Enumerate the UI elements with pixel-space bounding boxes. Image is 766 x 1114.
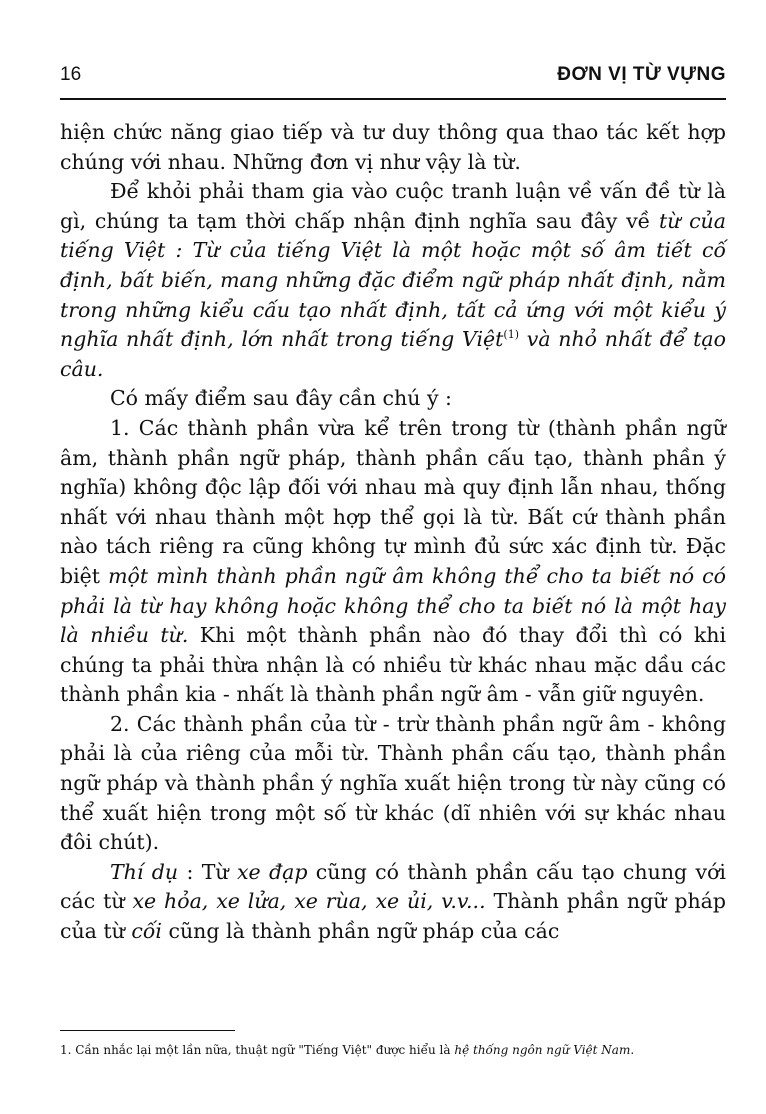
- text-run: 1. Cần nhắc lại một lần nữa, thuật ngữ "Tiếng Việt" được hiểu là: [60, 1043, 455, 1057]
- text-run: 1. Các thành phần vừa kể trên trong từ (thành phần ngữ âm, thành phần ngữ pháp, thành phần cấu tạo, thành phần ý nghĩa) không độc lập đối với nhau mà quy định lẫn nhau, thống nhất với nhau thành một hợp thể gọi là từ. Bất cứ thành phần nào tách riêng ra cũng không tự mình đủ sức xác định từ. Đặc biệt: [60, 415, 726, 588]
- emphasis-text: và nhỏ nhất để tạo câu.: [60, 327, 726, 381]
- emphasis-text: xe hỏa, xe lửa, xe rùa, xe ủi, v.v...: [132, 889, 486, 914]
- emphasis-text: Thí dụ: [110, 859, 179, 884]
- page-header: [60, 64, 726, 100]
- text-run: cũng có thành phần cấu tạo chung với các từ: [60, 859, 726, 914]
- text-run: Thành phần ngữ pháp của từ: [60, 889, 726, 944]
- paragraph-2: [60, 177, 726, 384]
- emphasis-text: từ của tiếng Việt : Từ của tiếng Việt là một hoặc một số âm tiết cố định, bất biến, mang những đặc điểm ngữ pháp nhất định, nằm trong những kiểu cấu tạo nhất định, tất cả ứng với một kiểu ý nghĩa nhất định, lớn nhất trong tiếng Việt: [60, 208, 726, 352]
- emphasis-text: một mình thành phần ngữ âm không thể cho ta biết nó có phải là từ hay không hoặc không thể cho ta biết nó là một hay là nhiều từ.: [60, 563, 726, 648]
- paragraph-4: [60, 414, 726, 710]
- footnote-ref[interactable]: (1): [503, 328, 519, 342]
- text-run: hiện chức năng giao tiếp và tư duy thông qua thao tác kết hợp chúng với nhau. Những đơn vị như vậy là từ.: [60, 120, 726, 174]
- running-title: ĐƠN VỊ TỪ VỰNG: [557, 64, 726, 85]
- text-run: Để khỏi phải tham gia vào cuộc tranh luận về vấn đề từ là gì, chúng ta tạm thời chấp nhận định nghĩa sau đây về: [60, 179, 726, 233]
- paragraph-1: [60, 118, 726, 177]
- paragraph-6: [60, 858, 726, 947]
- footnote-divider: [60, 1030, 235, 1031]
- body-text: [60, 118, 726, 947]
- emphasis-text: xe đạp: [236, 859, 308, 884]
- text-run: 2. Các thành phần của từ - trừ thành phần ngữ âm - không phải là của riêng của mỗi từ. Thành phần cấu tạo, thành phần ngữ pháp và thành phần ý nghĩa xuất hiện trong từ này cũng có thể xuất hiện trong một số từ khác (dĩ nhiên với sự khác nhau đôi chút).: [60, 711, 726, 855]
- paragraph-5: [60, 710, 726, 858]
- emphasis-text: cối: [131, 919, 162, 944]
- text-run: Có mấy điểm sau đây cần chú ý :: [110, 386, 452, 411]
- text-run: .: [630, 1043, 635, 1057]
- text-run: : Từ: [178, 859, 237, 884]
- page-number: 16: [60, 64, 82, 85]
- text-run: Khi một thành phần nào đó thay đổi thì có khi chúng ta phải thừa nhận là có nhiều từ khác nhau mặc dầu các thành phần kia - nhất là thành phần ngữ âm - vẫn giữ nguyên.: [60, 623, 727, 707]
- text-run: cũng là thành phần ngữ pháp của các: [161, 919, 560, 944]
- emphasis-text: hệ thống ngôn ngữ Việt Nam: [454, 1043, 631, 1057]
- paragraph-3: [60, 384, 726, 414]
- footnote: [60, 1040, 726, 1060]
